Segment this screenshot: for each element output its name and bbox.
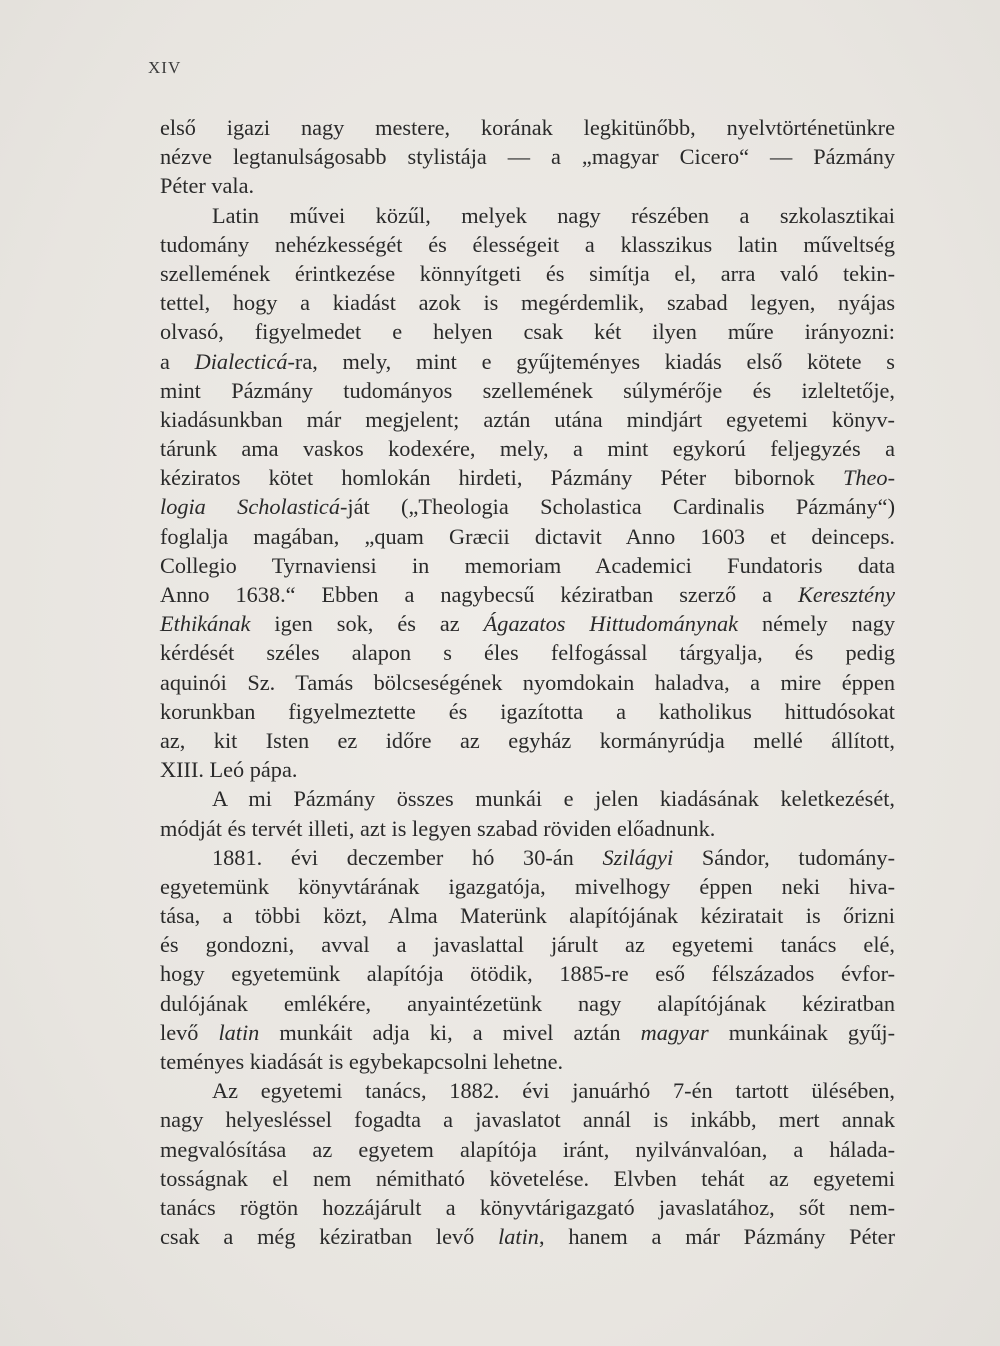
text-run: kéziratos kötet homlokán hirdeti, Pázmány Péter bibornok	[160, 465, 843, 491]
text-run: igen sok, és az	[250, 611, 484, 637]
text-line	[160, 434, 895, 463]
text-line	[160, 288, 895, 317]
text-run: korunkban figyelmeztette és igazította a katholikus hittudósokat	[160, 698, 895, 724]
text-run: megvalósítása az egyetem alapítója iránt, nyilvánvalóan, a hálada-	[160, 1136, 895, 1162]
text-run: egyetemünk könyvtárának igazgatója, mivelhogy éppen neki hiva-	[160, 873, 895, 899]
text-run: olvasó, figyelmedet e helyen csak két ilyen műre irányozni:	[160, 319, 895, 345]
text-line	[160, 1135, 895, 1164]
body-text	[160, 113, 895, 1251]
text-run: Collegio Tyrnaviensi in memoriam Academici Fundatoris data	[160, 552, 895, 578]
text-line	[160, 1018, 895, 1047]
text-run: hogy egyetemünk alapítója ötödik, 1885-re eső félszázados évfor-	[160, 961, 895, 987]
text-run: foglalja magában, „quam Græcii dictavit Anno 1603 et deinceps.	[160, 523, 895, 549]
text-line	[160, 113, 895, 142]
text-line	[160, 697, 895, 726]
italic-text: Dialecticá	[194, 348, 288, 374]
text-run: tettel, hogy a kiadást azok is megérdemlik, szabad legyen, nyájas	[160, 290, 895, 316]
text-line	[160, 989, 895, 1018]
text-line	[160, 901, 895, 930]
text-run: Sándor, tudomány-	[673, 844, 895, 870]
text-run: csak a még kéziratban levő	[160, 1224, 499, 1250]
italic-text: latin	[218, 1019, 260, 1045]
text-run: mint Pázmány tudományos szellemének súlymérője és izleltetője,	[160, 377, 895, 403]
text-line	[160, 1076, 895, 1105]
text-line	[160, 638, 895, 667]
text-run: Latin művei közűl, melyek nagy részében a szkolasztikai	[212, 202, 895, 228]
text-run: tása, a többi közt, Alma Materünk alapítójának kéziratait is őrizni	[160, 903, 895, 929]
text-line	[160, 230, 895, 259]
text-run: Péter vala.	[160, 173, 255, 199]
text-line	[160, 492, 895, 521]
text-line	[160, 405, 895, 434]
text-line	[160, 317, 895, 346]
page-number: XIV	[148, 58, 182, 77]
text-run: kiadásunkban már megjelent; aztán utána mindjárt egyetemi könyv-	[160, 406, 895, 432]
text-line	[160, 259, 895, 288]
italic-text: Ethikának	[160, 611, 251, 637]
text-run: aquinói Sz. Tamás bölcseségének nyomdokain haladva, a mire éppen	[160, 669, 895, 695]
text-line	[160, 959, 895, 988]
text-run: és gondozni, avval a javaslattal járult az egyetemi tanács elé,	[160, 932, 895, 958]
text-line	[160, 142, 895, 171]
italic-text: Keresztény	[797, 582, 895, 607]
text-run: dulójának emlékére, anyaintézetünk nagy alapítójának kéziratban	[160, 990, 895, 1016]
text-run: első igazi nagy mestere, korának legkitünőbb, nyelvtörténetünkre	[160, 115, 895, 140]
italic-text: logia Scholasticá	[160, 494, 340, 520]
text-line	[160, 171, 895, 200]
text-line	[160, 201, 895, 230]
text-line	[160, 522, 895, 551]
text-run: , hanem a már Pázmány Péter	[538, 1224, 895, 1250]
text-run: a	[160, 348, 195, 374]
italic-text: magyar	[640, 1019, 709, 1045]
text-line	[160, 580, 895, 609]
text-line	[160, 755, 895, 784]
text-run: tosságnak el nem némitható követelése. Elvben tehát az egyetemi	[160, 1165, 895, 1191]
italic-text: latin	[498, 1224, 539, 1250]
text-line	[160, 1105, 895, 1134]
italic-text: Theo-	[842, 465, 895, 491]
text-run: tárunk ama vaskos kodexére, mely, a mint egykorú feljegyzés a	[160, 436, 895, 462]
text-run: némely nagy	[738, 611, 895, 637]
text-line	[160, 1193, 895, 1222]
text-run: tudomány nehézkességét és élességeit a klasszikus latin műveltség	[160, 231, 895, 257]
text-line	[160, 463, 895, 492]
text-run: Az egyetemi tanács, 1882. évi januárhó 7-én tartott ülésében,	[212, 1078, 895, 1104]
text-line	[160, 1164, 895, 1193]
text-line	[160, 609, 895, 638]
text-run: szellemének érintkezése könnyítgeti és simítja el, arra való tekin-	[160, 260, 895, 286]
text-run: módját és tervét illeti, azt is legyen szabad röviden előadnunk.	[160, 815, 716, 841]
text-run: A mi Pázmány összes munkái e jelen kiadásának keletkezését,	[212, 786, 895, 812]
text-run: 1881. évi deczember hó 30-án	[212, 844, 603, 870]
italic-text: Szilágyi	[602, 844, 674, 870]
text-run: az, kit Isten ez időre az egyház kormányrúdja mellé állított,	[160, 727, 895, 753]
text-line	[160, 726, 895, 755]
text-line	[160, 930, 895, 959]
text-line	[160, 551, 895, 580]
text-run: tanács rögtön hozzájárult a könyvtárigazgató javaslatához, sőt nem-	[160, 1194, 895, 1220]
text-run: kérdését széles alapon s éles felfogással tárgyalja, és pedig	[160, 640, 895, 666]
text-run: -ra, mely, mint e gyűjteményes kiadás első kötete s	[287, 348, 895, 374]
text-line	[160, 843, 895, 872]
text-line	[160, 784, 895, 813]
italic-text: Ágazatos Hittudománynak	[483, 611, 739, 637]
text-line	[160, 872, 895, 901]
text-run: XIII. Leó pápa.	[160, 757, 298, 783]
text-run: munkáinak gyűj-	[708, 1019, 895, 1045]
text-run: nézve legtanulságosabb stylistája — a „magyar Cicero“ — Pázmány	[160, 144, 895, 170]
text-run: nagy helyesléssel fogadta a javaslatot annál is inkább, mert annak	[160, 1107, 895, 1133]
text-line	[160, 814, 895, 843]
text-line	[160, 1222, 895, 1251]
text-run: teményes kiadását is egybekapcsolni lehetne.	[160, 1049, 564, 1074]
text-run: Anno 1638.“ Ebben a nagybecsű kéziratban szerző a	[160, 582, 798, 607]
text-line	[160, 668, 895, 697]
text-line	[160, 376, 895, 405]
text-line	[160, 1047, 895, 1076]
text-run: -ját („Theologia Scholastica Cardinalis Pázmány“)	[339, 494, 895, 520]
text-line	[160, 347, 895, 376]
text-run: munkáit adja ki, a mivel aztán	[259, 1019, 641, 1045]
text-run: levő	[160, 1019, 219, 1045]
